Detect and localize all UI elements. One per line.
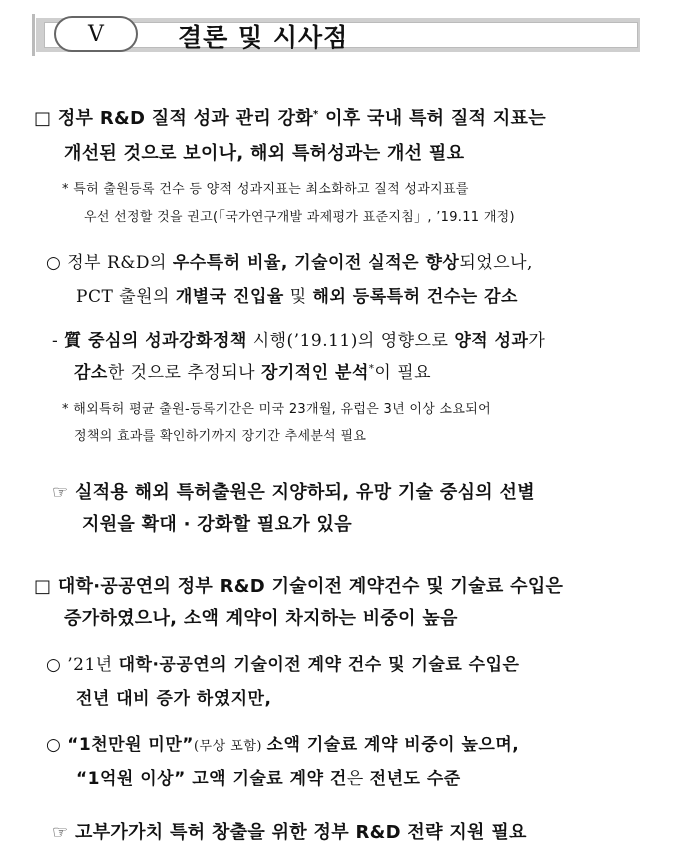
s1-heading-text-a: □ 정부 R&D 질적 성과 관리 강화 [34, 108, 313, 129]
s1-dash2-emph-a: 감소 [74, 363, 108, 383]
s1-note-line1: * 특허 출원등록 건수 등 양적 성과지표는 최소화하고 질적 성과지표를 [62, 182, 469, 197]
s2-heading-line2: 증가하였으나, 소액 계약이 차지하는 비중이 높음 [64, 608, 458, 629]
s1-b1l2-emph-d: 해외 등록특허 건수는 감소 [312, 287, 518, 307]
s1-heading-line1 [34, 104, 546, 130]
s1-dash2-emph-c: 장기적인 분석 [260, 363, 369, 383]
s1-note-line2: 우선 선정할 것을 권고(「국가연구개발 과제평가 표준지침」, ’19.11 개정) [84, 210, 515, 225]
s1-dash-line2 [74, 358, 431, 383]
s1-dash-emph-d: 양적 성과 [454, 331, 529, 351]
section-header [28, 10, 640, 60]
s1-bullet1-line1 [46, 248, 533, 273]
s1-b1l2-emph-b: 개별국 진입율 [175, 287, 284, 307]
s2-point-line1: ☞ 고부가가치 특허 창출을 위한 정부 R&D 전략 지원 필요 [52, 822, 527, 843]
s2-b2l2-emph-d: 전년도 수준 [369, 769, 461, 789]
s1-bullet1-line2 [76, 282, 518, 307]
s2-b2-emph-b: “1천만원 미만” [67, 735, 194, 755]
s2-b1-text-a: ○ ’21년 [46, 655, 119, 675]
s1-dash-text-e: 가 [528, 331, 546, 351]
s2-bullet1-line1 [46, 650, 519, 675]
s2-heading-line1: □ 대학·공공연의 정부 R&D 기술이전 계약건수 및 기술료 수입은 [34, 576, 564, 597]
s2-bullet2-line1 [46, 730, 519, 755]
section-numeral-badge: V [54, 16, 138, 52]
s1-b1-text-a: ○ 정부 R&D의 [46, 253, 173, 273]
s1-b1l2-text-c: 및 [283, 287, 313, 307]
s2-b2l2-emph-b: 고액 기술료 계약 건 [185, 769, 347, 789]
s1-heading-line2: 개선된 것으로 보이나, 해외 특허성과는 개선 필요 [64, 143, 465, 164]
s2-b2-emph-d: 소액 기술료 계약 비중이 높으며, [266, 735, 520, 755]
s1-b1l2-text-a: PCT 출원의 [76, 287, 176, 307]
s2-b2l2-emph-a: “1억원 이상” [76, 769, 186, 789]
s1-dash-emph-b: 質 중심의 성과강화정책 [64, 331, 247, 351]
s2-b2-text-a: ○ [46, 735, 68, 755]
s1-point-line2: 지원을 확대 · 강화할 필요가 있음 [82, 514, 352, 535]
s2-bullet1-line2: 전년 대비 증가 하였지만, [76, 689, 272, 709]
s1-dash2-text-b: 한 것으로 추정되나 [107, 363, 261, 383]
s1-dash-mark: - [52, 331, 65, 351]
s2-bullet2-line2 [76, 764, 461, 789]
section-title: 결론 및 시사점 [178, 23, 349, 52]
s2-b2-text-c: (무상 포함) [193, 739, 267, 754]
s1-heading-text-b: 이후 국내 특허 질적 지표는 [318, 108, 546, 129]
s1-dash-text-c: 시행(’19.11)의 영향으로 [246, 331, 455, 351]
s1-b1-emph: 우수특허 비율, 기술이전 실적은 향상 [172, 253, 460, 273]
s2-b1-emph: 대학·공공연의 기술이전 계약 건수 및 기술료 수입은 [118, 655, 520, 675]
s1-heading-footnote-mark: * [312, 109, 319, 120]
s1-b1-text-c: 되었으나, [459, 253, 533, 273]
s1-dash2-text-d: 이 필요 [374, 363, 432, 383]
s1-note2-line1: * 해외특허 평균 출원-등록기간은 미국 23개월, 유럽은 3년 이상 소요되어 [62, 402, 491, 417]
s1-point-line1: ☞ 실적용 해외 특허출원은 지양하되, 유망 기술 중심의 선별 [52, 482, 535, 503]
s1-dash-line1 [52, 326, 545, 351]
s2-b2l2-text-c: 은 [346, 769, 370, 789]
s1-dash2-footnote-mark: * [368, 363, 375, 375]
s1-note2-line2: 정책의 효과를 확인하기까지 장기간 추세분석 필요 [74, 429, 367, 444]
